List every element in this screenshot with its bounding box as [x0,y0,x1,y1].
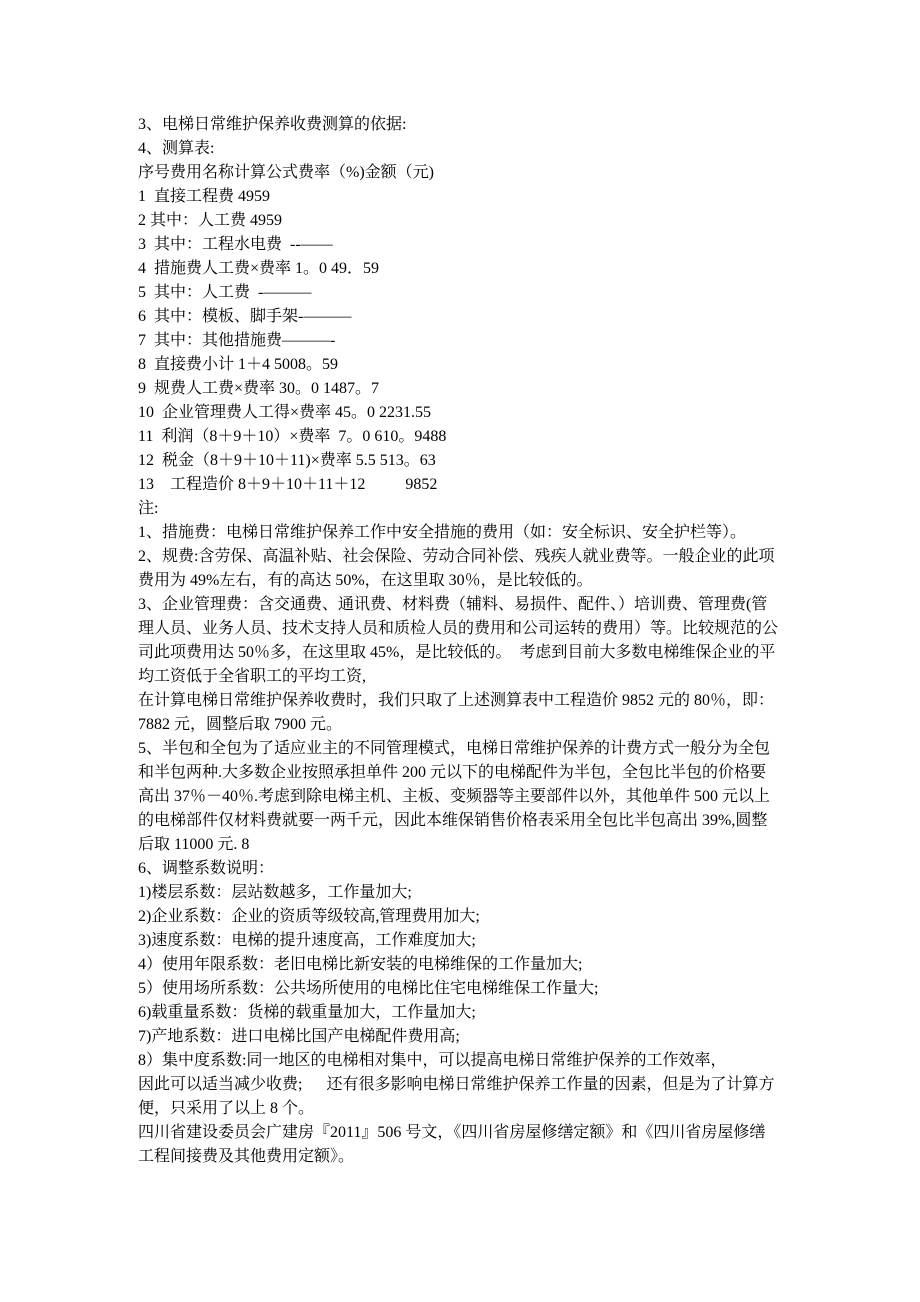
notes-section [138,497,838,857]
coefficients-title: 6、调整系数说明： [138,860,275,877]
coefficient-item: 2)企业系数：企业的资质等级较高,管理费用加大; [138,908,480,925]
table-row: 8 直接费小计 1＋4 5008。59 [138,356,339,373]
note-line: 高出 37％－40％.考虑到除电梯主机、主板、变频器等主要部件以外，其他单件 500 元以上 [138,788,771,805]
table-row: 10 企业管理费人工得×费率 45。0 2231.55 [138,404,432,421]
note-line: 5、半包和全包为了适应业主的不同管理模式，电梯日常维护保养的计费方式一般分为全包 [138,740,771,757]
coefficients-section [138,857,838,1121]
note-line: 费用为 49%左右，有的高达 50%，在这里取 30％，是比较低的。 [138,572,593,589]
coefficient-item: 7)产地系数：进口电梯比国产电梯配件费用高; [138,1028,460,1045]
table-header-row: 序号费用名称计算公式费率（%)金额（元) [138,164,434,181]
coefficient-item: 8）集中度系数:同一地区的电梯相对集中，可以提高电梯日常维护保养的工作效率， [138,1052,727,1069]
note-line: 3、企业管理费：含交通费、通讯费、材料费（辅料、易损件、配件、）培训费、管理费(管 [138,596,768,613]
table-heading: 4、测算表: [138,140,215,157]
reference-section [138,1121,838,1169]
table-row: 13 工程造价 8＋9＋10＋11＋12 9852 [138,476,438,493]
note-line: 和半包两种.大多数企业按照承担单件 200 元以下的电梯配件为半包，全包比半包的价格要 [138,764,767,781]
reference-line: 工程间接费及其他费用定额》。 [138,1148,355,1165]
reference-line: 四川省建设委员会广建房『2011』506 号文，《四川省房屋修缮定额》和《四川省房屋修缮 [138,1124,766,1141]
table-row: 7 其中：其他措施费———- [138,332,336,349]
coefficient-item: 6)载重量系数：货梯的载重量加大，工作量加大; [138,1004,476,1021]
calculation-table [138,161,838,497]
table-row: 9 规费人工费×费率 30。0 1487。7 [138,380,380,397]
table-row: 4 措施费人工费×费率 1。0 49．59 [138,260,380,277]
coefficient-item: 便，只采用了以上 8 个。 [138,1100,315,1117]
coefficient-item: 因此可以适当减少收费; 还有很多影响电梯日常维护保养工作量的因素，但是为了计算方 [138,1076,775,1093]
note-line: 在计算电梯日常维护保养收费时，我们只取了上述测算表中工程造价 9852 元的 80％，即： [138,692,775,709]
coefficient-item: 5）使用场所系数：公共场所使用的电梯比住宅电梯维保工作量大; [138,980,599,997]
notes-label: 注: [138,500,159,517]
basis-heading: 3、电梯日常维护保养收费测算的依据: [138,116,407,133]
table-row: 3 其中：工程水电费 --—— [138,236,333,253]
coefficient-item: 3)速度系数：电梯的提升速度高，工作难度加大; [138,932,476,949]
coefficient-item: 4）使用年限系数：老旧电梯比新安装的电梯维保的工作量加大; [138,956,583,973]
table-row: 1 直接工程费 4959 [138,188,271,205]
note-line: 均工资低于全省职工的平均工资, [138,668,367,685]
note-line: 司此项费用达 50％多，在这里取 45%，是比较低的。 考虑到目前大多数电梯维保企业的平 [138,644,776,661]
note-line: 理人员、业务人员、技术支持人员和质检人员的费用和公司运转的费用）等。比较规范的公 [138,620,779,637]
table-row: 5 其中：人工费 -——— [138,284,312,301]
note-line: 7882 元，圆整后取 7900 元。 [138,716,343,733]
note-line: 后取 11000 元. 8 [138,836,250,853]
table-row: 2 其中：人工费 4959 [138,212,283,229]
coefficient-item: 1)楼层系数：层站数越多，工作量加大; [138,884,412,901]
table-row: 6 其中：模板、脚手架-——— [138,308,352,325]
note-line: 1、措施费：电梯日常维护保养工作中安全措施的费用（如：安全标识、安全护栏等）。 [138,524,747,541]
note-line: 的电梯部件仅材料费就要一两千元，因此本维保销售价格表采用全包比半包高出 39%,圆整 [138,812,768,829]
table-row: 12 税金（8＋9＋10＋11)×费率 5.5 513。63 [138,452,436,469]
note-line: 2、规费:含劳保、高温补贴、社会保险、劳动合同补偿、残疾人就业费等。一般企业的此项 [138,548,775,565]
table-row: 11 利润（8＋9＋10）×费率 7。0 610。9488 [138,428,447,445]
document-body [138,113,838,1169]
